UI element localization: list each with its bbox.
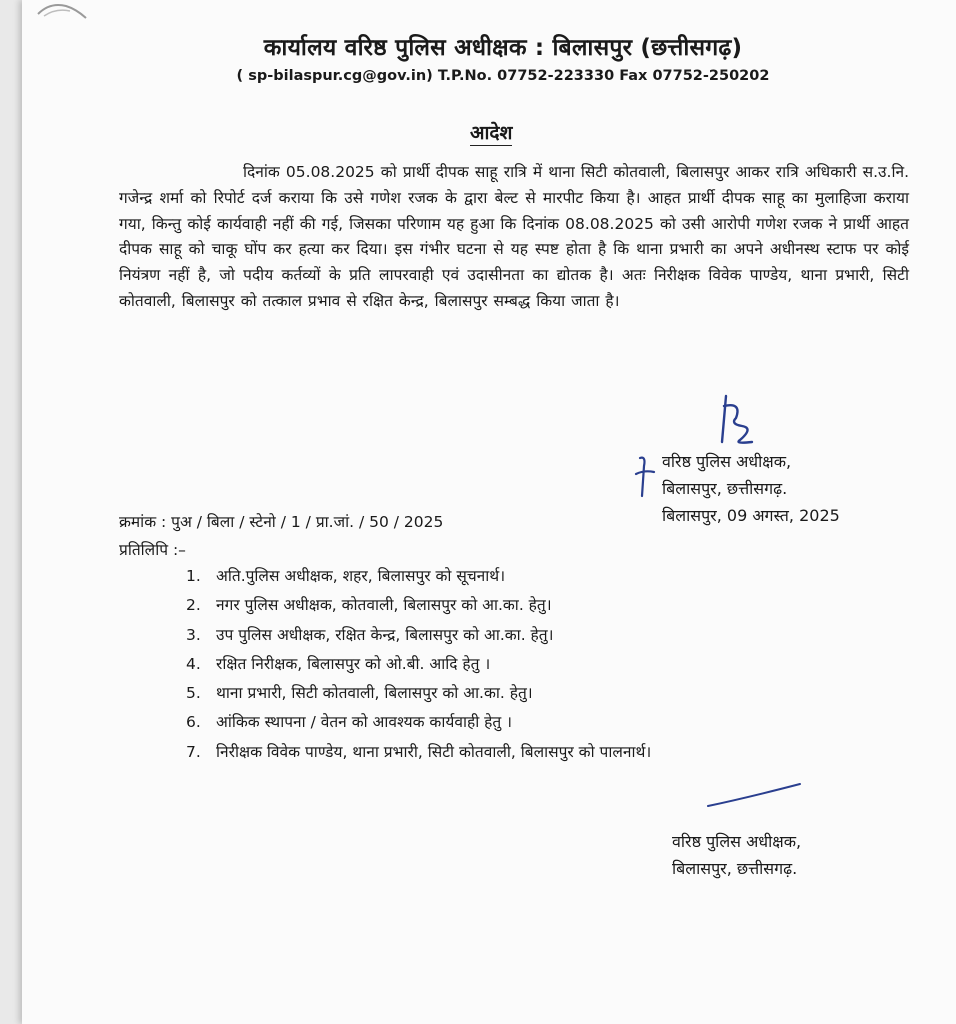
signatory-place: बिलासपुर, छत्तीसगढ़.	[672, 859, 798, 878]
office-contact-line: ( sp-bilaspur.cg@gov.in) T.P.No. 07752-223330 Fax 07752-250202	[236, 68, 770, 84]
signature-stroke-mark	[706, 780, 806, 810]
copy-to-list	[186, 562, 651, 767]
list-item: 6. आंकिक स्थापना / वेतन को आवश्यक कार्यवाही हेतु ।	[186, 713, 513, 732]
list-item: 3. उप पुलिस अधीक्षक, रक्षित केन्द्र, बिलासपुर को आ.का. हेतु।	[186, 625, 554, 644]
office-title: कार्यालय वरिष्ठ पुलिस अधीक्षक : बिलासपुर (छत्तीसगढ़)	[263, 35, 743, 61]
signatory-designation: वरिष्ठ पुलिस अधीक्षक,	[672, 832, 802, 851]
signature-initials-mark	[712, 392, 782, 452]
list-item: 5. थाना प्रभारी, सिटी कोतवाली, बिलासपुर को आ.का. हेतु।	[186, 684, 533, 703]
signature-tick-mark	[632, 452, 662, 502]
signatory-place: बिलासपुर, छत्तीसगढ़.	[662, 479, 788, 498]
signatory-designation: वरिष्ठ पुलिस अधीक्षक,	[662, 452, 792, 471]
list-item: 2. नगर पुलिस अधीक्षक, कोतवाली, बिलासपुर को आ.का. हेतु।	[186, 596, 552, 615]
list-item: 7. निरीक्षक विवेक पाण्डेय, थाना प्रभारी, सिटी कोतवाली, बिलासपुर को पालनार्थ।	[186, 742, 652, 761]
list-item: 4. रक्षित निरीक्षक, बिलासपुर को ओ.बी. आदि हेतु ।	[186, 654, 491, 673]
copy-to-label: प्रतिलिपि :–	[119, 541, 186, 559]
page-fold-mark	[36, 0, 88, 22]
signature-block-primary	[662, 448, 840, 529]
reference-number: क्रमांक : पुअ / बिला / स्टेनो / 1 / प्रा.जां. / 50 / 2025	[119, 513, 444, 531]
order-date: बिलासपुर, 09 अगस्त, 2025	[662, 506, 840, 525]
order-body: दिनांक 05.08.2025 को प्रार्थी दीपक साहू रात्रि में थाना सिटी कोतवाली, बिलासपुर आकर रात्रि अधिकारी स.उ.नि. गजेन्द्र शर्मा को रिपोर्ट दर्ज कराया कि उसे गणेश रजक के द्वारा बेल्ट से मारपीट किया है। आहत प्रार्थी दीपक साहू का मुलाहिजा कराया गया, किन्तु कोई कार्यवाही नहीं की गई, जिसका परिणाम यह हुआ कि दिनांक 08.08.2025 को उसी आरोपी गणेश रजक ने प्रार्थी आहत दीपक साहू को चाकू घोंप कर हत्या कर दिया। इस गंभीर घटना से यह स्पष्ट होता है कि थाना प्रभारी का अपने अधीनस्थ स्टाफ पर कोई नियंत्रण नहीं है, जो पदीय कर्तव्यों के प्रति लापरवाही एवं उदासीनता का द्योतक है। अतः निरीक्षक विवेक पाण्डेय, थाना प्रभारी, सिटी कोतवाली, बिलासपुर को तत्काल प्रभाव से रक्षित केन्द्र, बिलासपुर सम्बद्ध किया जाता है।	[119, 163, 909, 310]
list-item: 1. अति.पुलिस अधीक्षक, शहर, बिलासपुर को सूचनार्थ।	[186, 567, 506, 585]
order-title: आदेश	[470, 122, 513, 144]
signature-block-secondary	[672, 828, 801, 882]
